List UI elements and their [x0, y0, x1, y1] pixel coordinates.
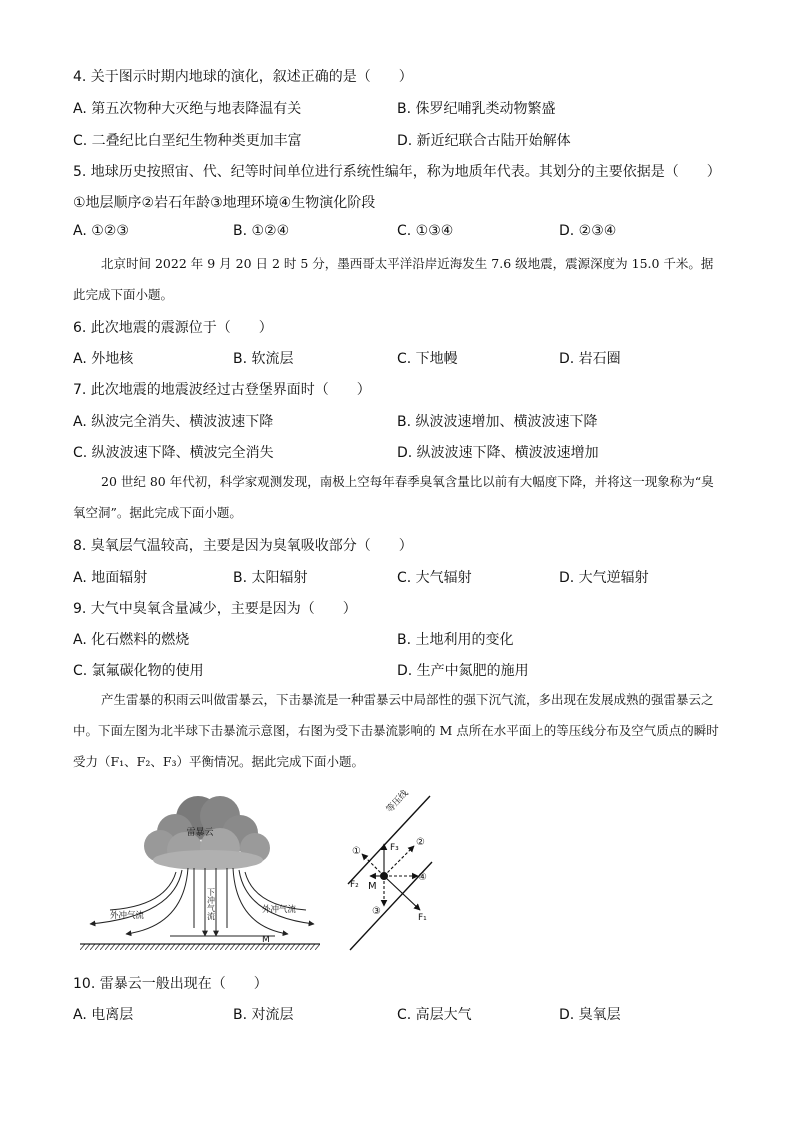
- q5-option-b: B. ①②④: [233, 223, 290, 239]
- q7-option-d: D. 纵波波速下降、横波波速增加: [397, 445, 599, 461]
- arrow-3-label: ③: [372, 906, 381, 917]
- downburst-figure: [70, 788, 330, 958]
- isobar-force-figure: [340, 788, 440, 958]
- q9-option-c: C. 氯氟碳化物的使用: [73, 663, 204, 679]
- isobar-label: 等压线: [384, 788, 411, 816]
- q8-stem: 8. 臭氧层气温较高，主要是因为臭氧吸收部分（ ）: [73, 538, 413, 554]
- outflow-right-label: 外冲气流: [262, 905, 297, 915]
- q10-option-c: C. 高层大气: [397, 1007, 472, 1023]
- downflow-label: 下冲气流: [206, 888, 216, 920]
- arrow-2-label: ②: [416, 837, 425, 848]
- q4-option-c: C. 二叠纪比白垩纪生物种类更加丰富: [73, 133, 302, 149]
- q9-stem: 9. 大气中臭氧含量减少，主要是因为（ ）: [73, 601, 357, 617]
- passage-downburst: 产生雷暴的积雨云叫做雷暴云，下击暴流是一种雷暴云中局部性的强下沉气流，多出现在发展成熟的强雷暴云之中。下面左图为北半球下击暴流示意图，右图为受下击暴流影响的 M 点所在水平面上的等压线分布及空气质点的瞬时受力（F₁、F₂、F₃）平衡情况。据此完成下面小题。: [73, 692, 719, 769]
- cloud-label: 雷暴云: [186, 828, 214, 838]
- q7-option-c: C. 纵波波速下降、横波完全消失: [73, 445, 274, 461]
- passage-earthquake: 北京时间 2022 年 9 月 20 日 2 时 5 分，墨西哥太平洋沿岸近海发生 7.6 级地震，震源深度为 15.0 千米。据此完成下面小题。: [73, 256, 714, 302]
- outflow-left-label: 外冲气流: [110, 911, 145, 921]
- q6-stem: 6. 此次地震的震源位于（ ）: [73, 320, 273, 336]
- q9-option-b: B. 土地利用的变化: [397, 632, 514, 648]
- ground: [80, 944, 320, 950]
- q5-stem: 5. 地球历史按照宙、代、纪等时间单位进行系统性编年，称为地质年代表。其划分的主要依据是（ ）: [73, 164, 721, 180]
- q6-option-c: C. 下地幔: [397, 351, 458, 367]
- q5-sub: ①地层顺序②岩石年龄③地理环境④生物演化阶段: [73, 195, 376, 211]
- q10-option-d: D. 臭氧层: [559, 1007, 621, 1023]
- q9-option-a: A. 化石燃料的燃烧: [73, 632, 190, 648]
- point-m: [380, 872, 388, 880]
- q9-option-d: D. 生产中氮肥的施用: [397, 663, 529, 679]
- arrow-4-label: ④: [418, 872, 427, 883]
- q8-option-c: C. 大气辐射: [397, 570, 472, 586]
- f1-label: F₁: [418, 913, 427, 923]
- f3-label: F₃: [390, 843, 399, 853]
- point-m-label: M: [262, 935, 270, 945]
- q4-option-b: B. 侏罗纪哺乳类动物繁盛: [397, 101, 556, 117]
- f2-label: F₂: [350, 880, 359, 890]
- q6-option-a: A. 外地核: [73, 351, 134, 367]
- passage-ozone: 20 世纪 80 年代初，科学家观测发现，南极上空每年春季臭氧含量比以前有大幅度下降，并将这一现象称为“臭氧空洞”。据此完成下面小题。: [73, 474, 714, 520]
- q8-option-d: D. 大气逆辐射: [559, 570, 649, 586]
- q8-option-a: A. 地面辐射: [73, 570, 148, 586]
- q7-stem: 7. 此次地震的地震波经过古登堡界面时（ ）: [73, 382, 371, 398]
- q4-stem: 4. 关于图示时期内地球的演化，叙述正确的是（ ）: [73, 69, 413, 85]
- q10-option-a: A. 电离层: [73, 1007, 134, 1023]
- q8-option-b: B. 太阳辐射: [233, 570, 308, 586]
- q10-option-b: B. 对流层: [233, 1007, 294, 1023]
- m-label: M: [368, 881, 377, 892]
- q5-option-c: C. ①③④: [397, 223, 454, 239]
- q4-option-a: A. 第五次物种大灭绝与地表降温有关: [73, 101, 302, 117]
- q6-option-d: D. 岩石圈: [559, 351, 621, 367]
- q4-option-d: D. 新近纪联合古陆开始解体: [397, 133, 571, 149]
- q7-option-b: B. 纵波波速增加、横波波速下降: [397, 414, 598, 430]
- q5-option-d: D. ②③④: [559, 223, 617, 239]
- q10-stem: 10. 雷暴云一般出现在（ ）: [73, 976, 268, 992]
- q6-option-b: B. 软流层: [233, 351, 294, 367]
- q5-option-a: A. ①②③: [73, 223, 129, 239]
- arrow-1-label: ①: [352, 846, 361, 857]
- q7-option-a: A. 纵波完全消失、横波波速下降: [73, 414, 274, 430]
